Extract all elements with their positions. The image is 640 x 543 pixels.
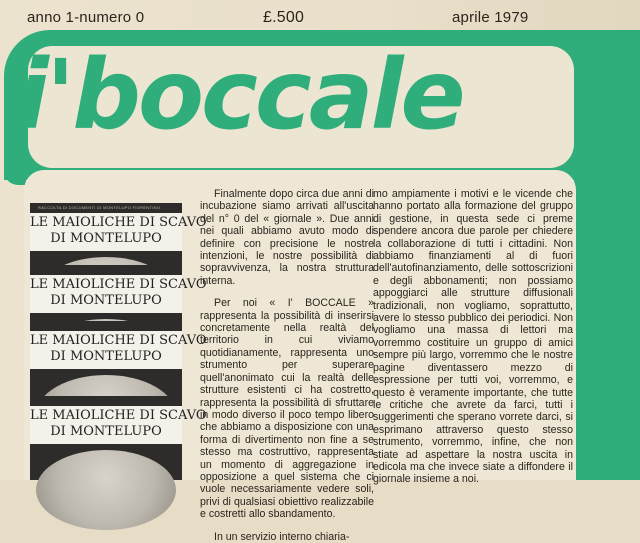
article-column-1 [200,188,374,543]
issue-number: anno 1-numero 0 [27,9,145,26]
cover-plate-image [36,450,176,530]
cover-title-line1: LE MAIOLICHE DI SCAVO [30,408,207,423]
right-green-border [574,30,640,480]
book-cover [30,396,207,480]
cover-title-line1: LE MAIOLICHE DI SCAVO [30,277,207,292]
article-column-2 [373,188,573,486]
cover-title-line1: LE MAIOLICHE DI SCAVO [30,215,207,230]
article-paragraph: Per noi « I' BOCCALE » rappresenta la possibilità di inserirsi concretamente nella realtà del territorio in cui viviamo quotidianamente, rappresenta uno strumento per superare quell'anonimato cui la realtà delle strutture esistenti ci ha costretto, rappresenta la possibilità di sfruttare in modo diverso il poco tempo libero che abbiamo a disposizione con una forma di divertimento non fine a se stesso ma costruttivo, rappresenta un momento di aggregazione in opposizione a quel sistema che ci vuole necessariamente vedere soli, privi di qualsiasi obiettivo realizzabile e costretti allo sbandamento. [200,297,374,521]
cover-title-line1: LE MAIOLICHE DI SCAVO [30,333,207,348]
issue-date: aprile 1979 [452,9,529,26]
article-paragraph: Finalmente dopo circa due anni di incubazione siamo arrivati all'uscita del n° 0 del « giornale ». Due anni nei quali abbiamo avuto modo di definire con precisione le nostre intenzioni, le nostre possibilità di sopravvivenza, la nostra struttura interna. [200,188,374,287]
article-paragraph: mo ampiamente i motivi e le vicende che hanno portato alla formazione del gruppo di gestione, in questa sede ci preme spendere ancora due parole per chiedere la collaborazione di tutti i cittadini. Non abbiamo finanziamenti al di fuori dell'autofinanziamento, delle sottoscrizioni e degli abbonamenti; non possiamo appoggiarci alle strutture diffusionali tradizionali, non vogliamo, soprattutto, avere lo stesso pubblico dei periodici. Non vogliamo una massa di lettori ma vorremmo costituire un gruppo di amici sempre più largo, vorremmo che le nostre pagine diventassero mezzo di espressione per tutti voi, vorremmo, e questo è veramente importante, che tutte le critiche che avrete da farci, tutti i suggerimenti che sperano vorrete darci, si esprimano attraverso questo stesso strumento, vorremmo, infine, che non stiate ad aspettare la nostra uscita in edicola ma che invece siate a diffondere il giornale insieme a noi. [373,188,573,486]
cover-title-line2: DI MONTELUPO [50,293,162,308]
cover-title-line2: DI MONTELUPO [50,231,162,246]
masthead-title: i'boccale [16,39,463,151]
price: £.500 [263,9,305,26]
cover-series: RACCOLTA DI DOCUMENTI DI MONTELUPO FIORENTINO [38,205,161,210]
cover-title-line2: DI MONTELUPO [50,349,162,364]
cover-title-line2: DI MONTELUPO [50,424,162,439]
book-cover [30,321,207,401]
book-covers-image [30,203,207,480]
article-paragraph: In un servizio interno chiaria- [214,530,350,543]
